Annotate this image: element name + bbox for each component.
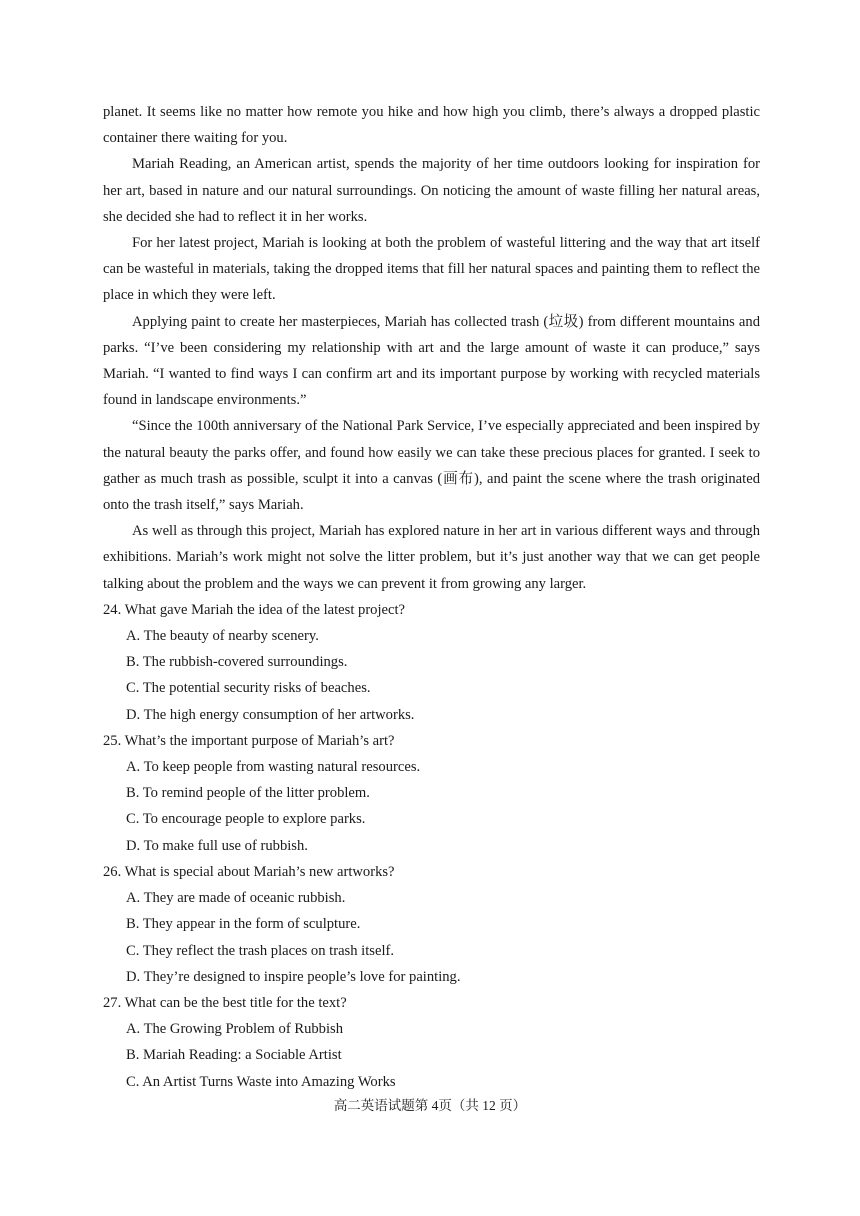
answer-option-c: C. An Artist Turns Waste into Amazing Works (126, 1073, 396, 1090)
passage-paragraph: “Since the 100th anniversary of the National Park Service, I’ve especially appreciated and been inspired by the natural beauty the parks offer, and found how easily we can take these precious places for granted. I seek to gather as much trash as possible, sculpt it into a canvas (画布), and paint the scene where the trash originated onto the trash itself,” says Mariah. (103, 418, 760, 514)
page-footer: 高二英语试题第 4页（共 12 页） (333, 1098, 527, 1113)
answer-option-a: A. The Growing Problem of Rubbish (126, 1021, 344, 1038)
passage-paragraph: Mariah Reading, an American artist, spends the majority of her time outdoors looking for inspiration for her art, based in nature and our natural surroundings. On noticing the amount of waste filling her natural areas, she decided she had to reflect it in her works. (103, 156, 760, 225)
answer-option-d: D. To make full use of rubbish. (126, 837, 308, 854)
question-27 (103, 990, 760, 1095)
reading-passage (103, 99, 760, 597)
answer-option-a: A. They are made of oceanic rubbish. (126, 890, 346, 907)
page-content (103, 99, 760, 1095)
question-stem: 24. What gave Mariah the idea of the latest project? (103, 601, 406, 618)
answer-option-c: C. They reflect the trash places on trash itself. (126, 942, 395, 959)
question-24 (103, 597, 760, 728)
question-26 (103, 859, 760, 990)
answer-option-c: C. The potential security risks of beaches. (126, 680, 371, 697)
passage-paragraph: planet. It seems like no matter how remote you hike and how high you climb, there’s always a dropped plastic container there waiting for you. (103, 104, 760, 147)
question-stem: 26. What is special about Mariah’s new artworks? (103, 863, 395, 880)
question-stem: 27. What can be the best title for the text? (103, 994, 347, 1011)
answer-option-d: D. They’re designed to inspire people’s love for painting. (126, 968, 461, 985)
answer-option-b: B. The rubbish-covered surroundings. (126, 654, 348, 671)
answer-option-c: C. To encourage people to explore parks. (126, 811, 366, 828)
question-stem: 25. What’s the important purpose of Mariah’s art? (103, 732, 395, 749)
answer-option-a: A. To keep people from wasting natural resources. (126, 759, 421, 776)
passage-paragraph: As well as through this project, Mariah has explored nature in her art in various different ways and through exhibitions. Mariah’s work might not solve the litter problem, but it’s just another way that we can get people talking about the problem and the ways we can prevent it from growing any larger. (103, 523, 760, 592)
answer-option-b: B. To remind people of the litter problem. (126, 785, 370, 802)
answer-option-a: A. The beauty of nearby scenery. (126, 628, 319, 645)
answer-option-b: B. Mariah Reading: a Sociable Artist (126, 1047, 342, 1064)
question-25 (103, 728, 760, 859)
passage-paragraph: Applying paint to create her masterpieces, Mariah has collected trash (垃圾) from different mountains and parks. “I’ve been considering my relationship with art and the large amount of waste it can produce,” says Mariah. “I wanted to find ways I can confirm art and its important purpose by working with recycled materials found in landscape environments.” (103, 313, 760, 409)
answer-option-b: B. They appear in the form of sculpture. (126, 916, 361, 933)
answer-option-d: D. The high energy consumption of her artworks. (126, 706, 415, 723)
passage-paragraph: For her latest project, Mariah is looking at both the problem of wasteful littering and the way that art itself can be wasteful in materials, taking the dropped items that fill her natural spaces and painting them to reflect the place in which they were left. (103, 235, 760, 304)
